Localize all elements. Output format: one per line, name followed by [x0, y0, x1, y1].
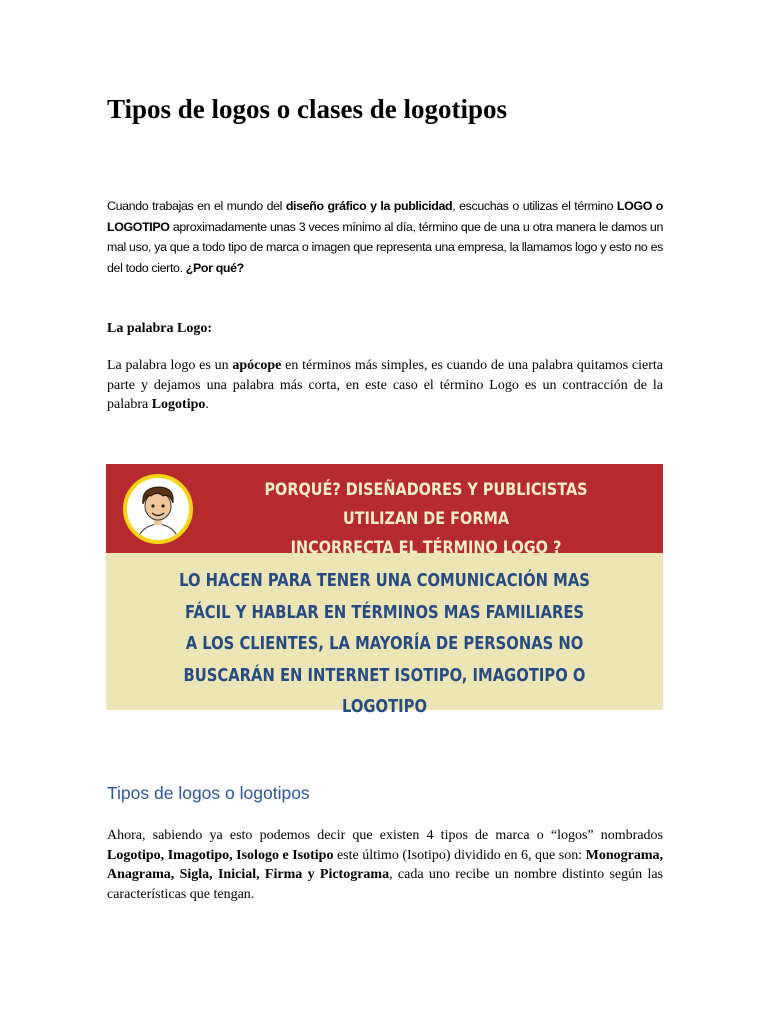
section2-heading: Tipos de logos o logotipos: [107, 783, 310, 803]
banner-body-line-1: LO HACEN PARA TENER UNA COMUNICACIÓN MAS: [179, 570, 590, 591]
section1-text-1: La palabra logo es un: [107, 358, 233, 373]
section2-bold-1: Logotipo, Imagotipo, Isologo e Isotipo: [107, 847, 334, 863]
section1-heading: La palabra Logo:: [107, 321, 213, 336]
intro-bold-3: ¿Por qué?: [185, 260, 244, 275]
banner-header-line-1: PORQUÉ? DISEÑADORES Y PUBLICISTAS UTILIZAN DE FORMA: [264, 480, 588, 529]
intro-bold-1: diseño gráfico y la publicidad: [285, 199, 453, 213]
section2-paragraph: [107, 826, 663, 904]
banner-body-line-4: BUSCARÁN EN INTERNET ISOTIPO, IMAGOTIPO O LOGOTIPO: [183, 664, 586, 717]
section2-text-1: Ahora, sabiendo ya esto podemos decir que existen 4 tipos de marca o “logos” nombrados: [107, 828, 663, 843]
page-title: Tipos de logos o clases de logotipos: [107, 94, 508, 124]
section1-bold-1: apócope: [232, 358, 282, 373]
banner-body-line-3: A LOS CLIENTES, LA MAYORÍA DE PERSONAS NO: [185, 633, 584, 654]
section2-text-3: , cada uno recibe un nombre distinto según las características que tengan.: [107, 867, 664, 902]
banner-header-line-2: INCORRECTA EL TÉRMINO LOGO ?: [290, 538, 562, 558]
section2-bold-2: Monograma, Anagrama, Sigla, Inicial, Firma y Pictograma: [107, 847, 664, 882]
banner-body-line-2: FÁCIL Y HABLAR EN TÉRMINOS MAS FAMILIARES: [184, 601, 585, 623]
intro-text-1: Cuando trabajas en el mundo del: [107, 199, 286, 213]
banner-question: [231, 476, 622, 563]
section2-text-2: este último (Isotipo) dividido en 6, que son:: [333, 847, 586, 863]
section1-text-2: en términos más simples, es cuando de una palabra quitamos cierta parte y dejamos una palabra más corta, en este caso el término Logo es un contracción de la palabra: [107, 358, 663, 412]
intro-text-2: , escuchas o utilizas el término: [452, 199, 617, 213]
banner-answer: [173, 565, 597, 723]
section1-paragraph: [107, 356, 663, 415]
section1-bold-2: Logotipo: [151, 397, 206, 412]
intro-paragraph: [107, 196, 663, 278]
infographic-banner: [106, 464, 663, 717]
intro-text-3: aproximadamente unas 3 veces mínimo al día, término que de una u otra manera le damos un mal uso, ya que a todo tipo de marca o imagen que representa una empresa, la llamamos logo y esto no es del todo cierto.: [107, 219, 663, 275]
section1-text-3: .: [205, 397, 209, 412]
cartoon-avatar-icon: [123, 474, 193, 544]
intro-bold-2: LOGO o LOGOTIPO: [107, 199, 663, 234]
